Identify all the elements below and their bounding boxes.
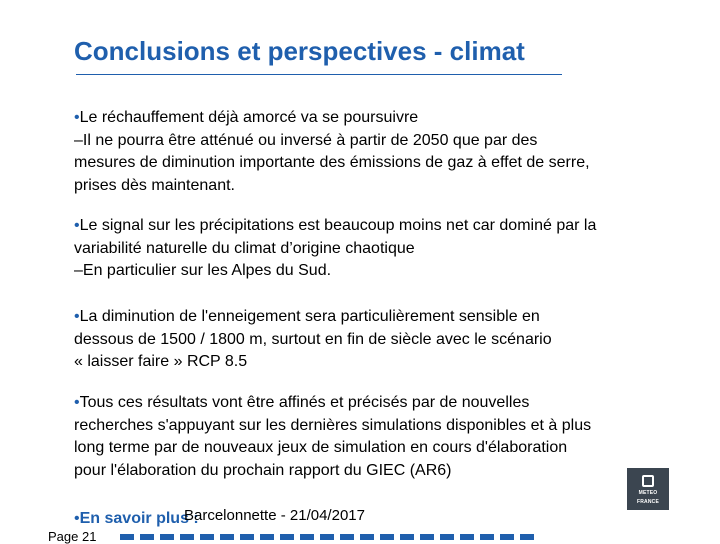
paragraph-line: variabilité naturelle du climat d’origine chaotique: [74, 239, 415, 257]
paragraph-text: Le réchauffement déjà amorcé va se poursuivre: [79, 109, 419, 126]
logo-text-line2: FRANCE: [636, 499, 660, 505]
bullet-icon: •: [74, 510, 80, 527]
paragraph-line: prises dès maintenant.: [74, 176, 235, 194]
paragraph-line: –Il ne pourra être atténué ou inversé à partir de 2050 que par des: [74, 131, 538, 149]
paragraph-line: [74, 392, 674, 415]
truncated-url-link[interactable]: [120, 532, 540, 540]
learn-more-link[interactable]: [74, 510, 199, 528]
bullet-icon: •: [74, 308, 80, 325]
paragraph-warming: [74, 107, 674, 197]
bullet-icon: •: [74, 109, 80, 126]
paragraph-text: La diminution de l'enneigement sera particulièrement sensible en: [79, 308, 540, 325]
learn-more-label: En savoir plus :: [79, 510, 199, 527]
paragraph-line: [74, 306, 674, 329]
paragraph-line: « laisser faire » RCP 8.5: [74, 353, 248, 370]
title-underline: [76, 74, 562, 75]
slide-title: Conclusions et perspectives - climat: [74, 36, 525, 66]
logo-mark-icon: [642, 475, 654, 487]
paragraph-snow: [74, 306, 674, 374]
paragraph-line: [74, 215, 674, 238]
paragraph-line: long terme par de nouveaux jeux de simulation en cours d'élaboration: [74, 439, 568, 456]
page-number: Page 21: [48, 529, 97, 544]
footer-date: Barcelonnette - 21/04/2017: [184, 507, 365, 524]
paragraph-line: –En particulier sur les Alpes du Sud.: [74, 262, 332, 279]
paragraph-line: recherches s'appuyant sur les dernières simulations disponibles et à plus: [74, 416, 592, 434]
paragraph-research: [74, 392, 674, 482]
meteo-france-logo: [627, 468, 669, 510]
paragraph-line: [74, 107, 674, 130]
bullet-icon: •: [74, 394, 80, 411]
paragraph-text: Tous ces résultats vont être affinés et précisés par de nouvelles: [79, 394, 530, 411]
logo-text-line1: METEO: [638, 490, 658, 496]
paragraph-line: mesures de diminution importante des émissions de gaz à effet de serre,: [74, 154, 590, 171]
paragraph-line: dessous de 1500 / 1800 m, surtout en fin de siècle avec le scénario: [74, 330, 552, 348]
paragraph-text: Le signal sur les précipitations est beaucoup moins net car dominé par la: [79, 217, 597, 234]
bullet-icon: •: [74, 217, 80, 234]
truncated-url-text: [120, 534, 540, 540]
paragraph-precipitation: [74, 215, 674, 283]
paragraph-line: pour l'élaboration du prochain rapport du GIEC (AR6): [74, 461, 452, 479]
